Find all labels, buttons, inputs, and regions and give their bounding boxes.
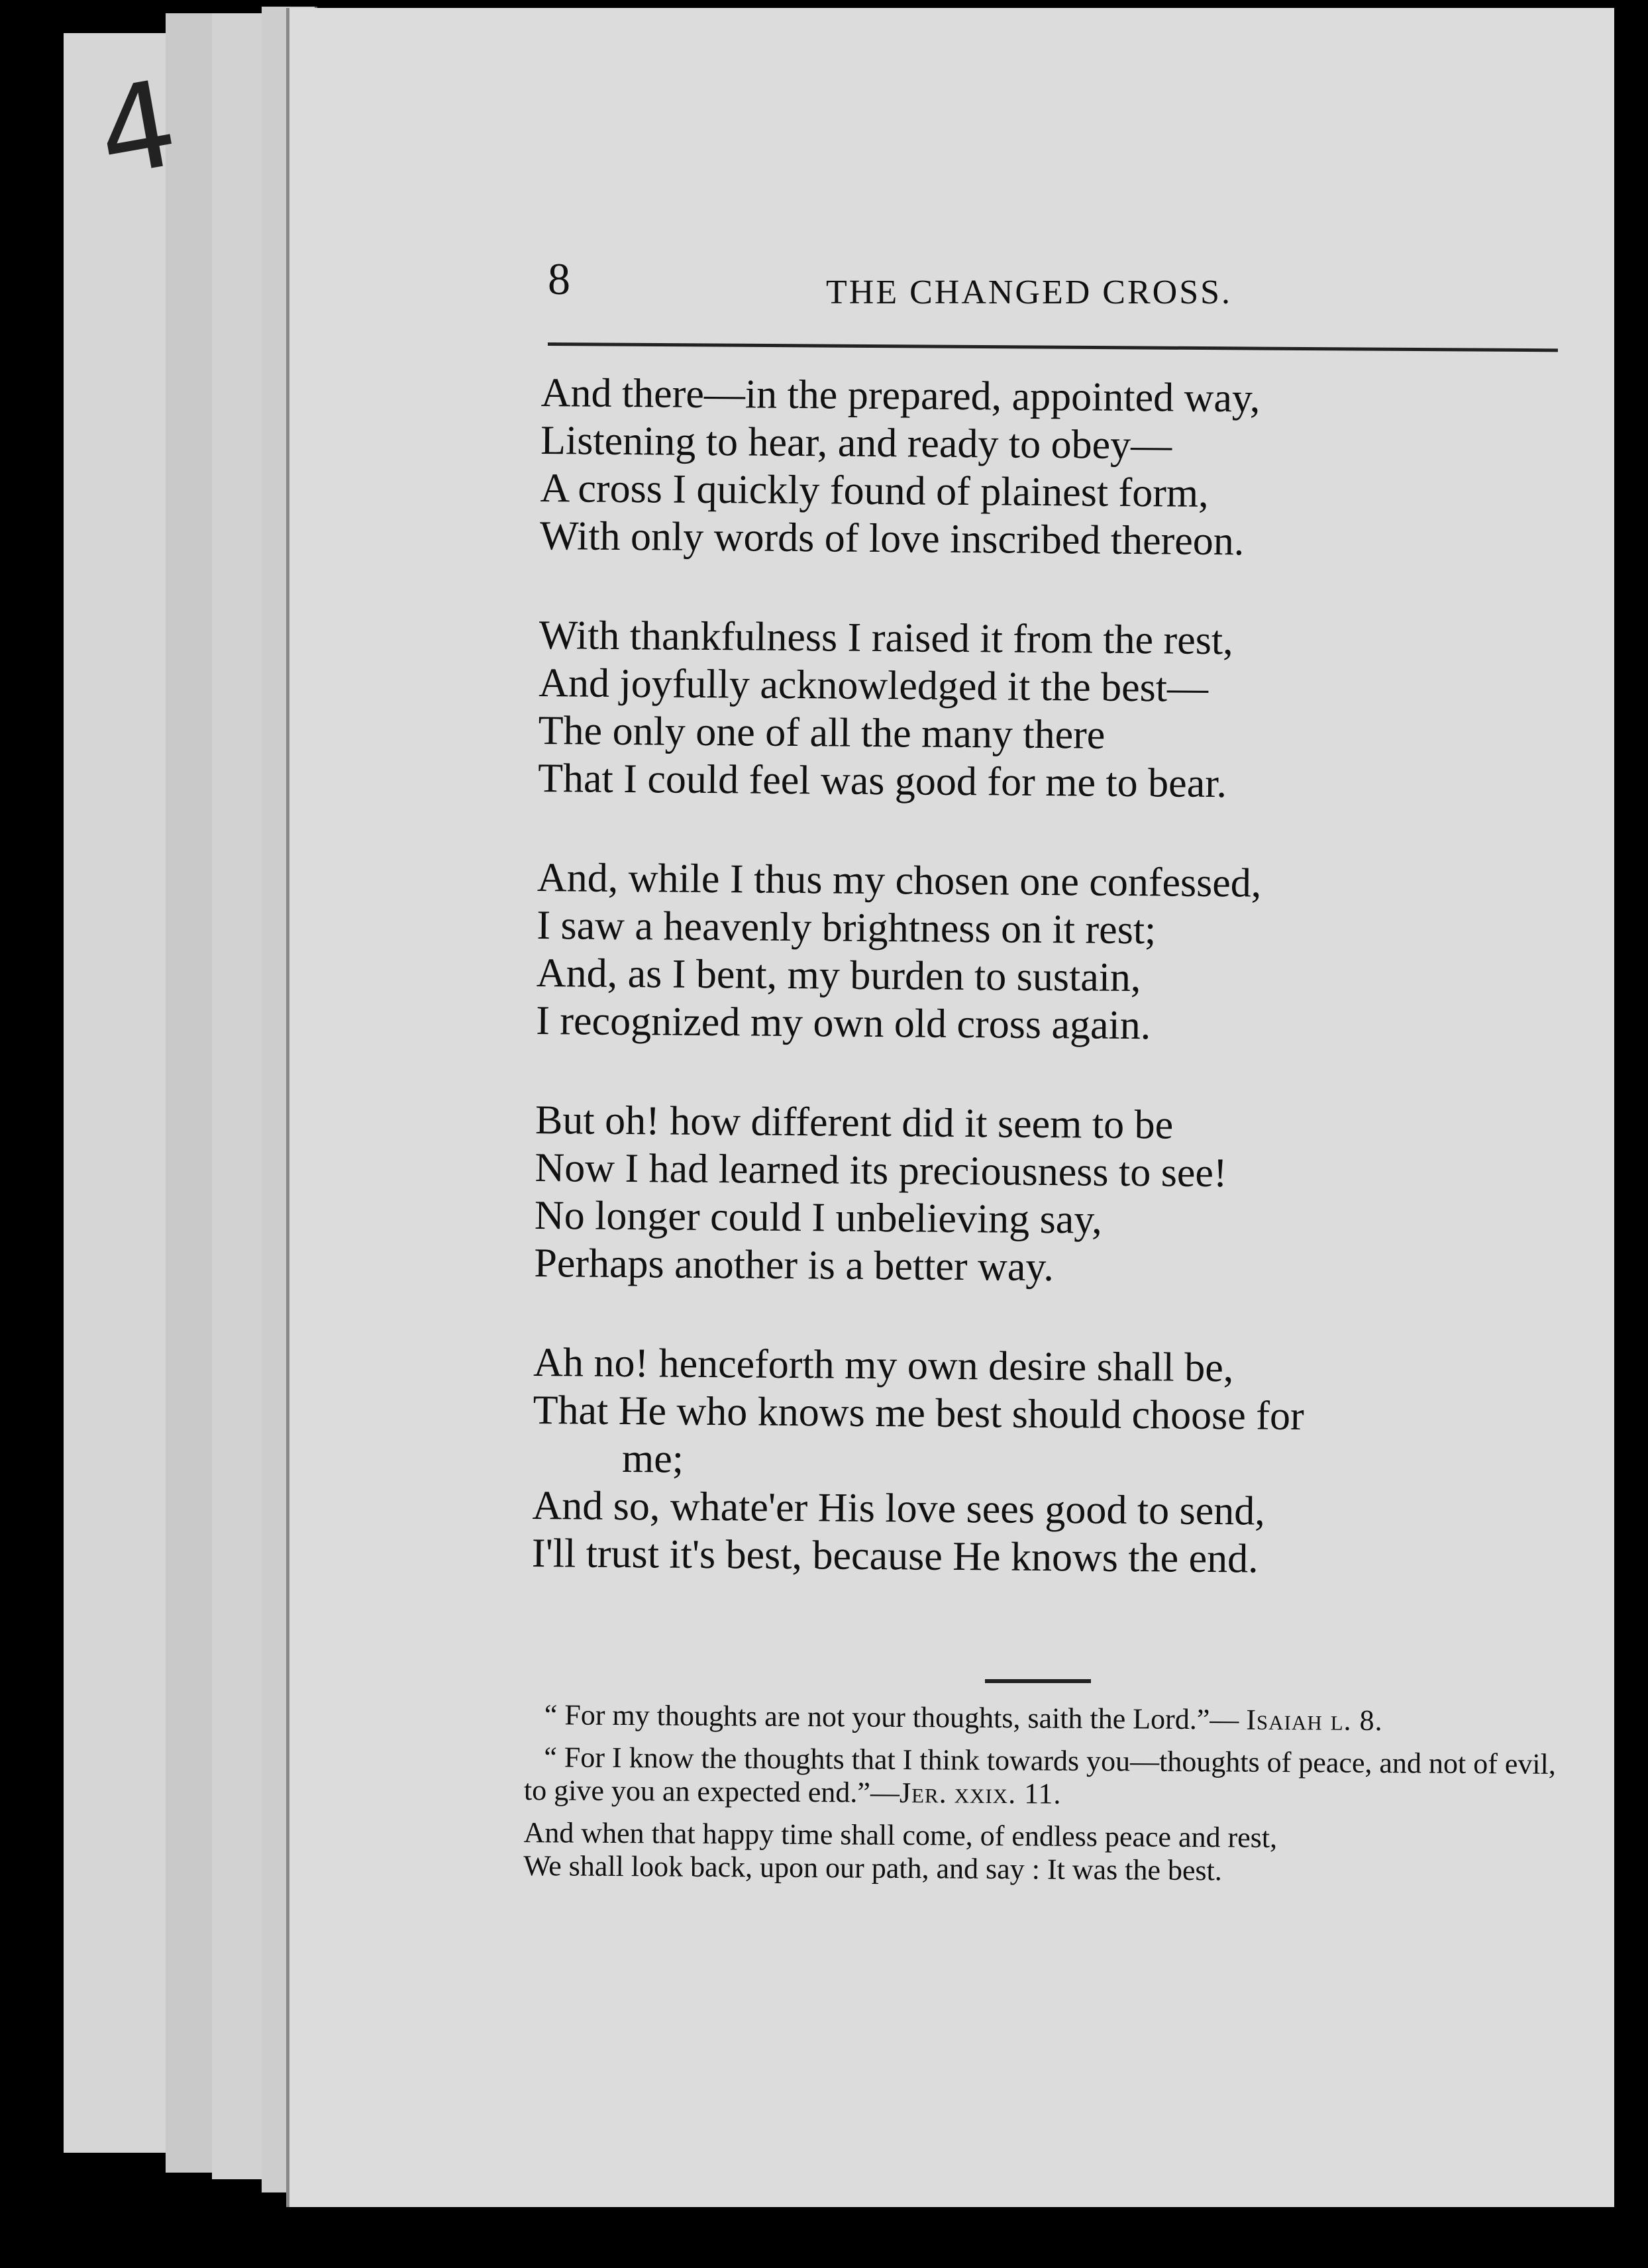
footnote-text: “ For my thoughts are not your thoughts, saith the Lord.”— <box>544 1698 1239 1736</box>
footnote-isaiah <box>525 1698 1578 1739</box>
poem-line: I saw a heavenly brightness on it rest; <box>537 902 1157 953</box>
margin-pencil-mark: 4 <box>87 54 187 204</box>
poem-line: I recognized my own old cross again. <box>536 998 1151 1049</box>
closing-line: And when that happy time shall come, of endless peace and rest, <box>523 1816 1278 1854</box>
poem-line: That He who knows me best should choose for <box>533 1387 1304 1439</box>
footnote-reference: Isaiah l. 8. <box>1246 1703 1383 1737</box>
poem-line: Listening to hear, and ready to obey— <box>540 417 1172 468</box>
stanza <box>540 369 1574 568</box>
book-page <box>286 8 1614 2207</box>
poem-line: No longer could I unbelieving say, <box>534 1192 1103 1243</box>
poem-line: Now I had learned its preciousness to see! <box>535 1145 1227 1196</box>
poem-line: With thankfulness I raised it from the rest, <box>539 612 1233 664</box>
poem-line: Ah no! henceforth my own desire shall be, <box>533 1339 1234 1391</box>
poem-line: With only words of love inscribed thereon. <box>539 513 1245 564</box>
poem-line: But oh! how different did it seem to be <box>535 1097 1174 1148</box>
header-rule <box>548 342 1558 352</box>
stanza <box>536 854 1571 1053</box>
stanza <box>534 1096 1569 1295</box>
poem-line: Perhaps another is a better way. <box>534 1240 1055 1290</box>
closing-couplet <box>523 1816 1577 1890</box>
footnote-jeremiah <box>524 1741 1578 1814</box>
poem <box>531 369 1574 1637</box>
footnote-reference: xxix. 11. <box>954 1777 1062 1810</box>
poem-line: And so, whate'er His love sees good to send, <box>532 1482 1266 1534</box>
stanza <box>538 611 1572 810</box>
running-title: THE CHANGED CROSS. <box>826 274 1233 311</box>
closing-line: We shall look back, upon our path, and say : It was the best. <box>523 1849 1223 1887</box>
poem-line: And joyfully acknowledged it the best— <box>539 660 1209 711</box>
poem-line: That I could feel was good for me to bear. <box>537 755 1227 807</box>
poem-line: And there—in the prepared, appointed way, <box>541 370 1261 421</box>
footnotes <box>523 1698 1578 1899</box>
footnote-reference: Jer. <box>899 1776 947 1810</box>
poem-line-continuation: me; <box>621 1436 684 1482</box>
poem-line: The only one of all the many there <box>538 707 1106 758</box>
page-number: 8 <box>548 254 570 304</box>
poem-line: I'll trust it's best, because He knows the end. <box>531 1530 1259 1582</box>
end-of-poem-rule <box>985 1679 1091 1683</box>
stanza <box>532 1339 1567 1585</box>
poem-line: A cross I quickly found of plainest form, <box>540 465 1209 516</box>
footnote-text: “ For I know the thoughts that I think towards you—thoughts of peace, and not of evil, to give you an expected end.”— <box>523 1741 1557 1809</box>
poem-line: And, as I bent, my burden to sustain, <box>536 950 1141 1001</box>
poem-line: And, while I thus my chosen one confessed, <box>537 854 1262 906</box>
